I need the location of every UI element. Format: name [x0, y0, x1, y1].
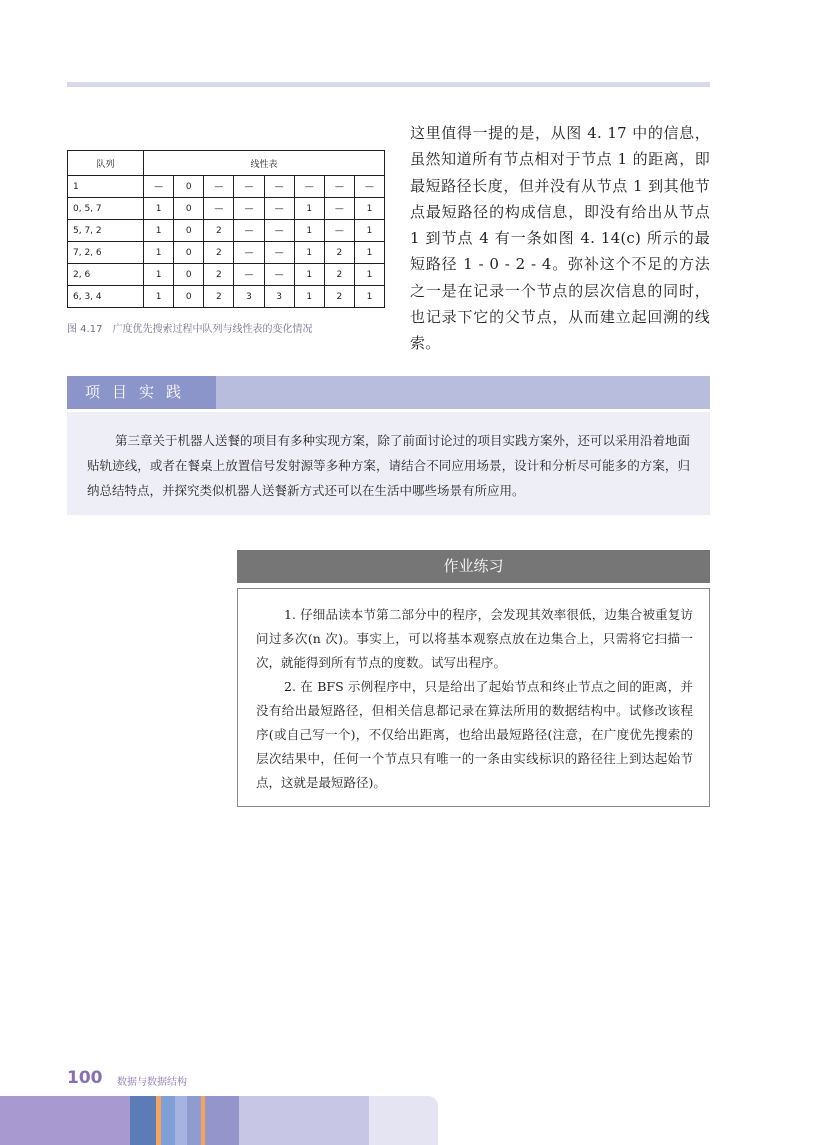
linear-cell: 2 [204, 242, 234, 264]
footer-color-band [0, 1096, 438, 1145]
linear-cell: 2 [204, 286, 234, 308]
bfs-queue-table [67, 150, 385, 308]
linear-cell: — [234, 176, 264, 198]
linear-cell: 2 [324, 264, 354, 286]
linear-cell: — [204, 198, 234, 220]
linear-cell: — [264, 264, 294, 286]
linear-cell: 1 [144, 198, 174, 220]
linear-cell: 0 [174, 286, 204, 308]
linear-cell: 1 [294, 198, 324, 220]
queue-cell: 0, 5, 7 [68, 198, 144, 220]
linear-cell: — [264, 242, 294, 264]
linear-cell: 1 [294, 242, 324, 264]
linear-cell: — [264, 198, 294, 220]
linear-cell: 1 [144, 220, 174, 242]
figure-caption: 图 4.17 广度优先搜索过程中队列与线性表的变化情况 [67, 324, 313, 335]
linear-cell: 1 [294, 286, 324, 308]
homework-box [237, 588, 710, 807]
queue-cell: 7, 2, 6 [68, 242, 144, 264]
linear-cell: 0 [174, 220, 204, 242]
band-stripe [130, 1096, 156, 1145]
band-stripe [205, 1096, 239, 1145]
linear-table-header: 线性表 [144, 151, 385, 176]
table-row [68, 242, 385, 264]
table-row [68, 286, 385, 308]
page-number: 100 [67, 1068, 103, 1088]
linear-cell: — [204, 176, 234, 198]
project-practice-title: 项目实践 [67, 376, 216, 409]
linear-cell: 3 [264, 286, 294, 308]
linear-cell: 0 [174, 198, 204, 220]
linear-cell: 1 [354, 264, 384, 286]
table-row [68, 264, 385, 286]
band-stripe [161, 1096, 175, 1145]
homework-item: 1. 仔细品读本节第二部分中的程序，会发现其效率很低，边集合被重复访问过多次(n 次)。事实上，可以将基本观察点放在边集合上，只需将它扫描一次，就能得到所有节点的度数。试写出程序。 [256, 607, 693, 670]
linear-cell: 2 [324, 242, 354, 264]
linear-cell: — [144, 176, 174, 198]
linear-cell: 1 [354, 286, 384, 308]
linear-cell: — [264, 220, 294, 242]
linear-cell: 1 [294, 264, 324, 286]
linear-cell: 0 [174, 264, 204, 286]
table-row [68, 220, 385, 242]
linear-cell: — [354, 176, 384, 198]
project-practice-box [67, 412, 710, 515]
linear-cell: — [294, 176, 324, 198]
linear-cell: — [264, 176, 294, 198]
linear-cell: 2 [324, 286, 354, 308]
linear-cell: 1 [144, 264, 174, 286]
linear-cell: 1 [294, 220, 324, 242]
project-practice-header [67, 376, 710, 409]
top-divider [67, 82, 710, 87]
linear-cell: 1 [144, 286, 174, 308]
linear-cell: 1 [354, 242, 384, 264]
homework-item: 2. 在 BFS 示例程序中，只是给出了起始节点和终止节点之间的距离，并没有给出最短路径，但相关信息都记录在算法所用的数据结构中。试修改该程序(或自己写一个)，不仅给出距离，也给出最短路径(注意，在广度优先搜索的层次结果中，任何一个节点只有唯一的一条由实线标识的路径往上到达起始节点，这就是最短路径)。 [256, 679, 693, 790]
linear-cell: 1 [354, 220, 384, 242]
band-stripe [239, 1096, 369, 1145]
homework-title: 作业练习 [237, 550, 710, 583]
queue-header: 队列 [68, 151, 144, 176]
linear-cell: — [234, 242, 264, 264]
queue-cell: 1 [68, 176, 144, 198]
table-header-row [68, 151, 385, 176]
band-stripe [0, 1096, 130, 1145]
linear-cell: — [324, 198, 354, 220]
project-practice-text: 第三章关于机器人送餐的项目有多种实现方案，除了前面讨论过的项目实践方案外，还可以采用沿着地面贴轨迹线，或者在餐桌上放置信号发射源等多种方案，请结合不同应用场景，设计和分析尽可能多的方案，归纳总结特点，并探究类似机器人送餐新方式还可以在生活中哪些场景有所应用。 [87, 433, 691, 498]
band-stripe [187, 1096, 201, 1145]
linear-cell: 0 [174, 242, 204, 264]
linear-cell: — [234, 198, 264, 220]
band-stripe [175, 1096, 187, 1145]
linear-cell: — [234, 264, 264, 286]
queue-cell: 2, 6 [68, 264, 144, 286]
linear-cell: 2 [204, 264, 234, 286]
body-paragraph: 这里值得一提的是，从图 4. 17 中的信息，虽然知道所有节点相对于节点 1 的距离，即最短路径长度，但并没有从节点 1 到其他节点最短路径的构成信息，即没有给出从节点 1 到节点 4 有一条如图 4. 14(c) 所示的最短路径 1 - 0 - 2 - 4。弥补这个不足的方法之一是在记录一个节点的层次信息的同时，也记录下它的父节点，从而建立起回溯的线索。 [410, 124, 710, 353]
table-row [68, 176, 385, 198]
linear-cell: 2 [204, 220, 234, 242]
linear-cell: 0 [174, 176, 204, 198]
linear-cell: — [324, 220, 354, 242]
linear-cell: 1 [144, 242, 174, 264]
linear-cell: — [324, 176, 354, 198]
linear-cell: 1 [354, 198, 384, 220]
linear-cell: — [234, 220, 264, 242]
book-title: 数据与数据结构 [117, 1077, 187, 1088]
queue-cell: 6, 3, 4 [68, 286, 144, 308]
linear-cell: 3 [234, 286, 264, 308]
table-row [68, 198, 385, 220]
queue-cell: 5, 7, 2 [68, 220, 144, 242]
